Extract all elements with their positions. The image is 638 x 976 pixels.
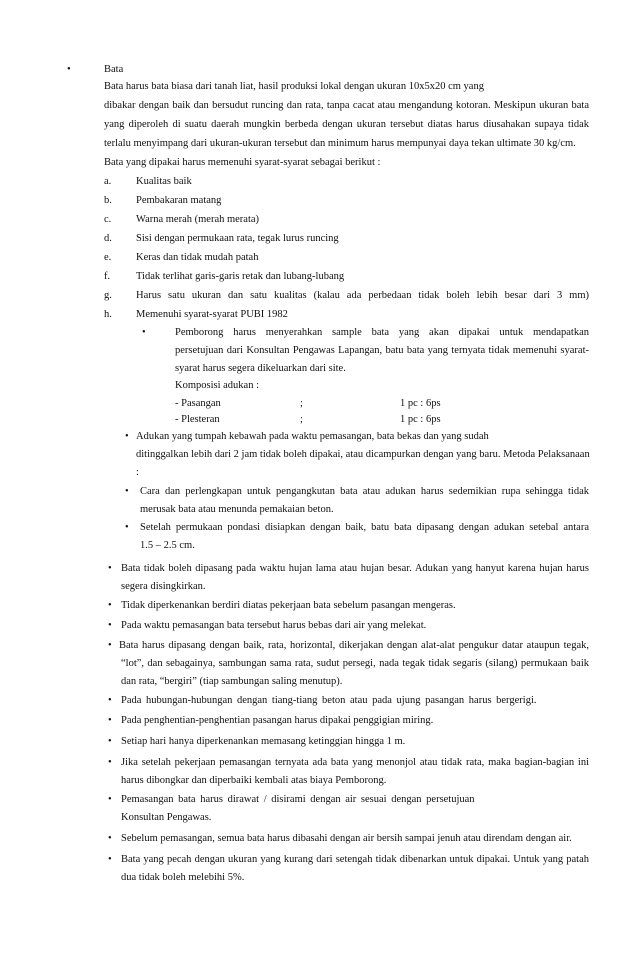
main-line: Pada penghentian-penghentian pasangan harus dipakai penggigian miring.: [121, 715, 434, 726]
intro-line: Bata yang dipakai harus memenuhi syarat-syarat sebagai berikut :: [104, 157, 381, 168]
komposisi-sep: ;: [300, 398, 303, 409]
sub-line: merusak bata atau menunda pemakaian beton.: [140, 504, 334, 515]
main-line: Pada hubungan-hubungan dengan tiang-tiang beton atau pada ujung pasangan harus bergerigi.: [121, 695, 537, 706]
main-bullet: •: [108, 563, 112, 574]
main-line: Sebelum pemasangan, semua bata harus dibasahi dengan air bersih sampai jenuh atau direndam dengan air.: [121, 833, 572, 844]
komposisi-sep: ;: [300, 414, 303, 425]
komposisi-name: - Pasangan: [175, 398, 221, 409]
main-bullet: •: [108, 600, 112, 611]
req-letter: b.: [104, 195, 112, 206]
intro-line: yang diperoleh di suatu daerah mungkin berbeda dengan ukuran tersebut diatas harus diusahakan supaya tidak: [104, 119, 589, 130]
main-bullet: •: [108, 833, 112, 844]
sub-line: ditinggalkan lebih dari 2 jam tidak boleh dipakai, atau dicampurkan dengan yang baru. Metoda Pelaksanaan: [136, 449, 590, 460]
req-letter: e.: [104, 252, 112, 263]
intro-line: Bata harus bata biasa dari tanah liat, hasil produksi lokal dengan ukuran 10x5x20 cm yang: [104, 81, 484, 92]
main-line: Konsultan Pengawas.: [121, 812, 212, 823]
main-line: Bata yang pecah dengan ukuran yang kurang dari setengah tidak dibenarkan untuk dipakai. Untuk yang patah: [121, 854, 589, 865]
main-bullet: •: [108, 854, 112, 865]
sub-line: Adukan yang tumpah kebawah pada waktu pemasangan, bata bekas dan yang sudah: [136, 431, 489, 442]
main-bullet: •: [108, 695, 112, 706]
sub-line: 1.5 – 2.5 cm.: [140, 540, 195, 551]
main-line: “lot”, dan sebagainya, sambungan sama rata, sudut persegi, nada tegak tidak segaris (silang) permukaan baik: [121, 658, 589, 669]
sub-bullet: •: [125, 486, 129, 497]
sub-line: :: [136, 467, 139, 478]
komposisi-ratio: 1 pc : 6ps: [400, 398, 441, 409]
req-text: Harus satu ukuran dan satu kualitas (kalau ada perbedaan tidak boleh lebih besar dari 3 mm): [136, 290, 589, 301]
section-title: Bata: [104, 64, 124, 75]
sample-line: syarat harus segera dikeluarkan dari site.: [175, 363, 346, 374]
main-line: Setiap hari hanya diperkenankan memasang ketinggian hingga 1 m.: [121, 736, 406, 747]
req-text: Pembakaran matang: [136, 195, 222, 206]
main-line: Bata harus dipasang dengan baik, rata, horizontal, dikerjakan dengan alat-alat pengukur datar ataupun tegak,: [119, 640, 589, 651]
req-letter: a.: [104, 176, 112, 187]
intro-line: terlalu menyimpang dari ukuran-ukuran tersebut dan minimum harus mempunyai daya tekan ultimate 30 kg/cm.: [104, 138, 576, 149]
sample-line: persetujuan dari Konsultan Pengawas Lapangan, batu bata yang ternyata tidak memenuhi syarat-: [175, 345, 589, 356]
main-line: Bata tidak boleh dipasang pada waktu hujan lama atau hujan besar. Adukan yang hanyut karena hujan harus: [121, 563, 589, 574]
sub-line: Setelah permukaan pondasi disiapkan dengan baik, batu bata dipasang dengan adukan setebal antara: [140, 522, 589, 533]
req-text: Keras dan tidak mudah patah: [136, 252, 259, 263]
komposisi-name: - Plesteran: [175, 414, 220, 425]
main-bullet: •: [108, 736, 112, 747]
req-letter: d.: [104, 233, 112, 244]
main-line: dan rata, “bergiri” (tiap sambungan saling menutup).: [121, 676, 343, 687]
main-line: harus dibongkar dan diperbaiki kembali atas biaya Pemborong.: [121, 775, 387, 786]
main-bullet: •: [108, 757, 112, 768]
main-line: Tidak diperkenankan berdiri diatas pekerjaan bata sebelum pasangan mengeras.: [121, 600, 456, 611]
intro-line: dibakar dengan baik dan bersudut runcing dan rata, tanpa cacat atau mengandung kotoran. Meskipun ukuran bata: [104, 100, 589, 111]
main-bullet: •: [108, 640, 112, 651]
main-line: segera disingkirkan.: [121, 581, 206, 592]
sub-bullet: •: [125, 431, 129, 442]
req-letter: f.: [104, 271, 111, 282]
main-line: Pemasangan bata harus dirawat / disirami dengan air sesuai dengan persetujuan: [121, 794, 475, 805]
komposisi-ratio: 1 pc : 6ps: [400, 414, 441, 425]
main-bullet: •: [108, 715, 112, 726]
main-line: Pada waktu pemasangan bata tersebut harus bebas dari air yang melekat.: [121, 620, 427, 631]
req-text: Warna merah (merah merata): [136, 214, 260, 225]
req-letter: g.: [104, 290, 112, 301]
sub-bullet: •: [125, 522, 129, 533]
req-text: Tidak terlihat garis-garis retak dan lubang-lubang: [136, 271, 345, 282]
sample-line: Pemborong harus menyerahkan sample bata yang akan dipakai untuk mendapatkan: [175, 327, 589, 338]
sample-bullet: •: [142, 327, 146, 338]
req-text: Kualitas baik: [136, 176, 192, 187]
komposisi-label: Komposisi adukan :: [175, 380, 259, 391]
req-text: Memenuhi syarat-syarat PUBI 1982: [136, 309, 288, 320]
req-letter: c.: [104, 214, 112, 225]
main-line: Jika setelah pekerjaan pemasangan ternyata ada bata yang menonjol atau tidak rata, maka bagian-bagian ini: [121, 757, 589, 768]
header-bullet: •: [67, 64, 71, 75]
main-bullet: •: [108, 620, 112, 631]
main-bullet: •: [108, 794, 112, 805]
req-letter: h.: [104, 309, 112, 320]
main-line: dua tidak boleh melebihi 5%.: [121, 872, 245, 883]
req-text: Sisi dengan permukaan rata, tegak lurus runcing: [136, 233, 339, 244]
sub-line: Cara dan perlengkapan untuk pengangkutan bata atau adukan harus sedemikian rupa sehingga tidak: [140, 486, 589, 497]
